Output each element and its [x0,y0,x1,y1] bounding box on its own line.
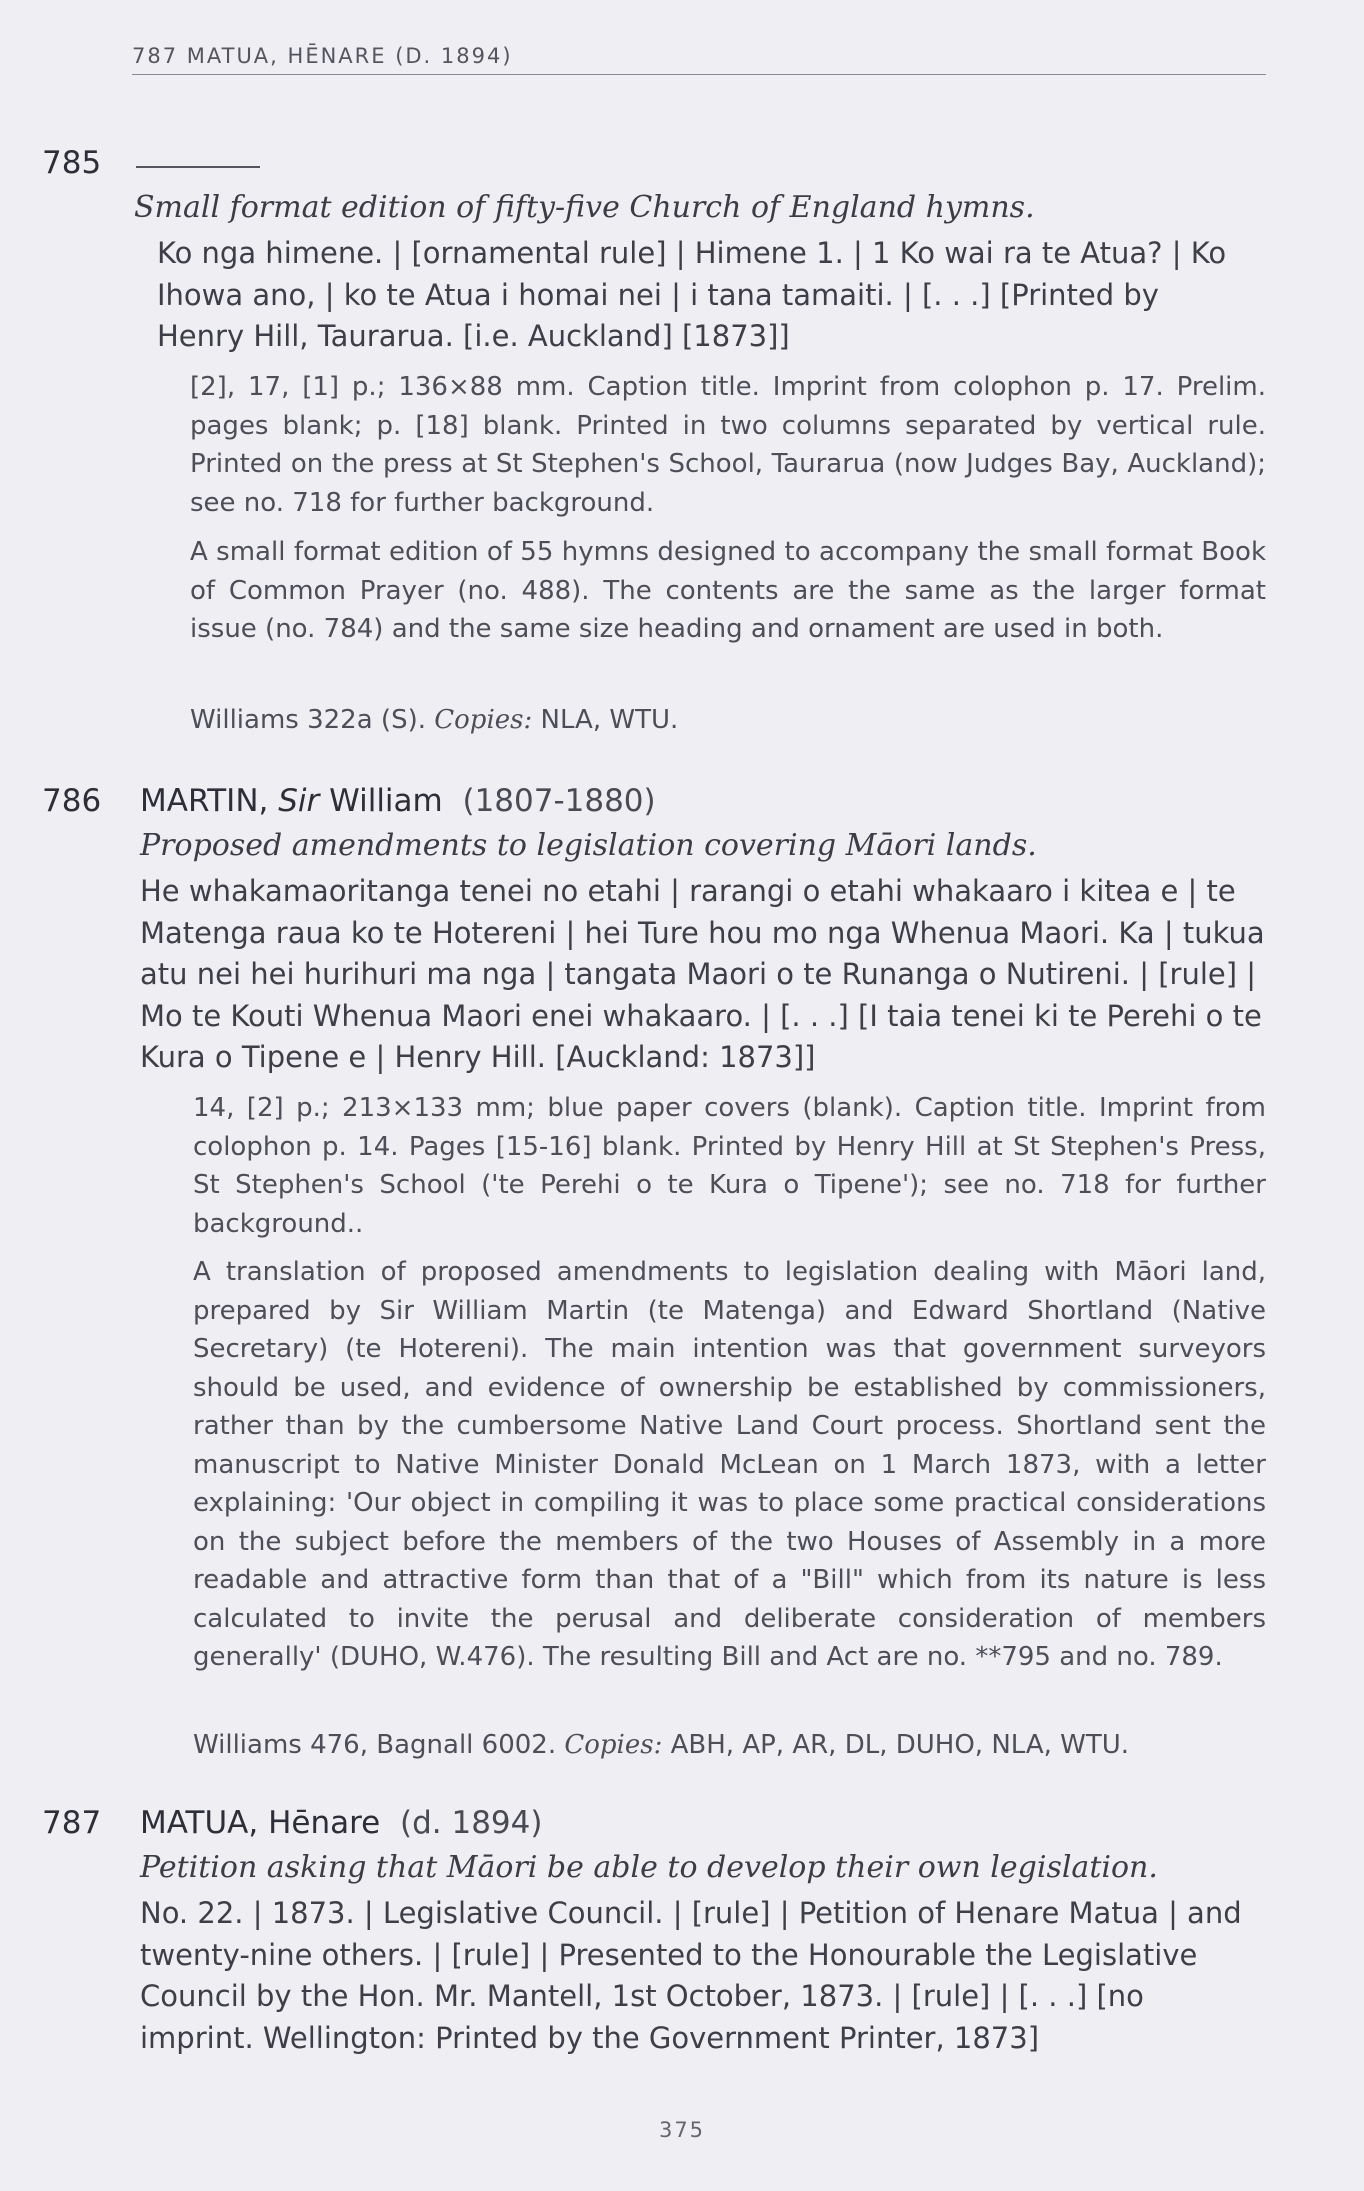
entry-note: A translation of proposed amendments to legislation dealing with Māori land, prepared by Sir William Martin (te Matenga) and Edward Shortland (Native Secretary) (te Hotereni). The main intention was that government surveyors should be used, and evidence of ownership be established by commissioners, rather than by the cumbersome Native Land Court process. Shortland sent the manuscript to Native Minister Donald McLean on 1 March 1873, with a letter explaining: 'Our object in compiling it was to place some practical considerations on the subject before the members of the two Houses of Assembly in a more readable and attractive form than that of a "Bill" which from its nature is less calculated to invite the perusal and deliberate consideration of members generally' (DUHO, W.476). The resulting Bill and Act are no. **795 and no. 789. [193,1257,1266,1672]
entry-references: Williams 476, Bagnall 6002. Copies: ABH, AP, AR, DL, DUHO, NLA, WTU. [193,1730,1130,1760]
running-head: 787 MATUA, HĒNARE (D. 1894) [132,44,1266,75]
entry-title: Petition asking that Māori be able to develop their own legislation. [140,1850,1158,1885]
entry-transcription: Ko nga himene. | [ornamental rule] | Himene 1. | 1 Ko wai ra te Atua? | Ko Ihowa ano, | ko te Atua i homai nei | i tana tamaiti. | [. . .] [Printed by Henry Hill, Taurarua. [i.e. Auckland] [1873]] [157,236,1227,353]
author-heading [140,1805,542,1841]
page-number: 375 [658,2118,706,2142]
entry-transcription: He whakamaoritanga tenei no etahi | rarangi o etahi whakaaro i kitea e | te Matenga raua ko te Hotereni | hei Ture hou mo nga Whenua Maori. Ka | tukua atu nei hei hurihuri ma nga | tangata Maori o te Runanga o Nutireni. | [rule] | Mo te Kouti Whenua Maori enei whakaaro. | [. . .] [I taia tenei ki te Perehi o te Kura o Tipene e | Henry Hill. [Auckland: 1873]] [140,874,1265,1074]
entry-title: Small format edition of fifty-five Church of England hymns. [134,190,1035,225]
entry-transcription: No. 22. | 1873. | Legislative Council. | [rule] | Petition of Henare Matua | and twenty-nine others. | [rule] | Presented to the Honourable the Legislative Council by the Hon. Mr. Mantell, 1st October, 1873. | [rule] | [. . .] [no imprint. Wellington: Printed by the Government Printer, 1873] [140,1896,1242,2055]
author-honorific: Sir [278,783,320,819]
author-surname: MATUA, [140,1805,259,1841]
entry-note: A small format edition of 55 hymns designed to accompany the small format Book of Common Prayer (no. 488). The contents are the same as the larger format issue (no. 784) and the same size heading and ornament are used in both. [190,537,1266,644]
entry-number: 786 [42,783,102,819]
author-heading [140,783,656,819]
author-surname: MARTIN, [140,783,269,819]
copies-label: Copies: [564,1730,663,1760]
copies-label: Copies: [434,705,533,735]
author-dash [136,166,260,168]
entry-title: Proposed amendments to legislation covering Māori lands. [140,828,1037,863]
entry-number: 785 [42,145,102,181]
entry-collation: [2], 17, [1] p.; 136×88 mm. Caption title. Imprint from colophon p. 17. Prelim. pages blank; p. [18] blank. Printed in two columns separated by vertical rule. Printed on the press at St Stephen's School, Taurarua (now Judges Bay, Auckland); see no. 718 for further background. [190,372,1266,518]
entry-references: Williams 322a (S). Copies: NLA, WTU. [190,705,679,735]
entry-collation: 14, [2] p.; 213×133 mm; blue paper covers (blank). Caption title. Imprint from colophon p. 14. Pages [15-16] blank. Printed by Henry Hill at St Stephen's Press, St Stephen's School ('te Perehi o te Kura o Tipene'); see no. 718 for further background.. [193,1093,1266,1239]
author-dates: (1807-1880) [462,783,656,819]
author-dates: (d. 1894) [399,1805,543,1841]
entry-number: 787 [42,1805,102,1841]
author-given-name: William [329,783,443,819]
author-given-name: Hēnare [268,1805,381,1841]
